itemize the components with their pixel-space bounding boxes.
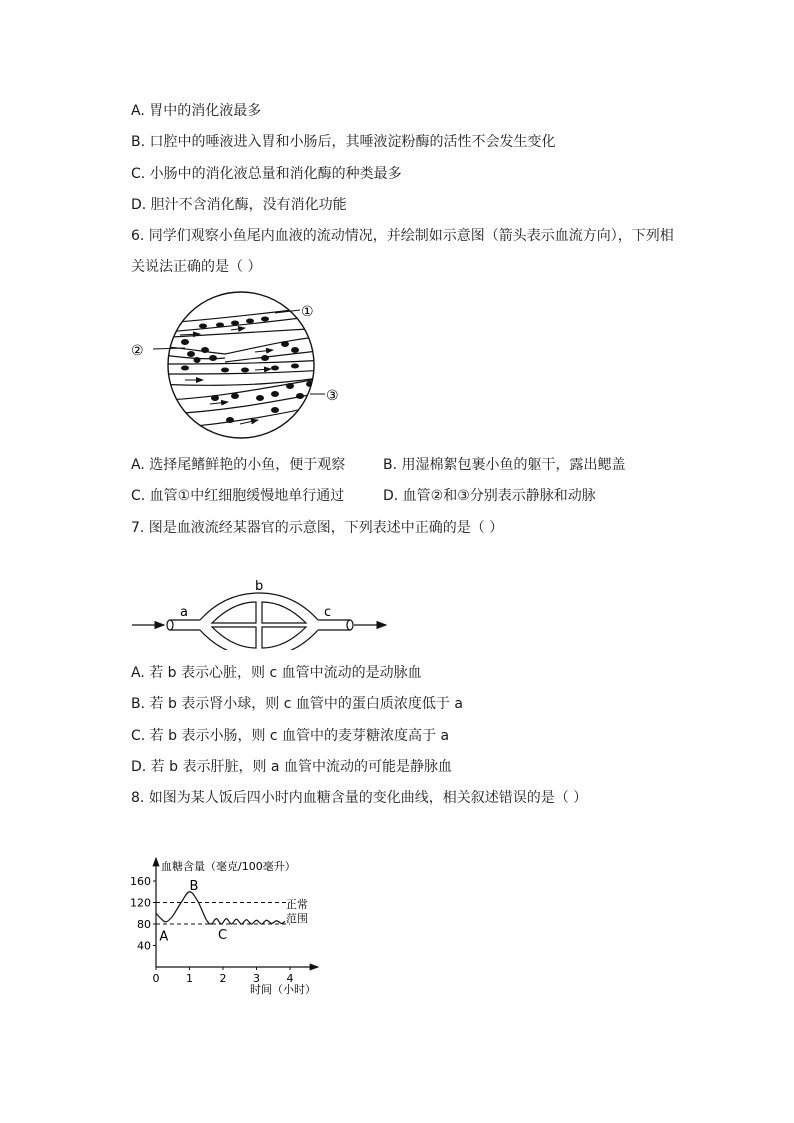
y-tick-label: 40 xyxy=(137,939,151,953)
figure-label-b: b xyxy=(255,579,264,594)
x-tick-label: 1 xyxy=(186,972,193,985)
q7-option-d: D. 若 b 表示肝脏，则 a 血管中流动的可能是静脉血 xyxy=(131,759,452,775)
figure-label-c: c xyxy=(324,605,332,620)
figure-label-2: ② xyxy=(131,343,144,359)
x-tick-label: 0 xyxy=(152,972,160,985)
x-tick-label: 4 xyxy=(286,972,294,985)
blood-sugar-curve xyxy=(156,892,285,924)
figure-label-3: ③ xyxy=(326,388,339,404)
q6-stem-line2: 关说法正确的是（ ） xyxy=(131,259,262,275)
x-tick-label: 3 xyxy=(253,972,260,985)
y-tick-label: 160 xyxy=(130,875,151,888)
figure-label-a: a xyxy=(180,605,188,620)
blood-sugar-chart xyxy=(125,855,335,1005)
q8-stem: 8. 如图为某人饭后四小时内血糖含量的变化曲线，相关叙述错误的是（ ） xyxy=(131,790,588,806)
q6-stem-line1: 6. 同学们观察小鱼尾内血液的流动情况，并绘制如示意图（箭头表示血流方向），下列相 xyxy=(131,228,674,244)
x-axis-label: 时间（小时） xyxy=(250,983,316,996)
q6-option-d: D. 血管②和③分别表示静脉和动脉 xyxy=(383,488,596,504)
q7-stem: 7. 图是血液流经某器官的示意图，下列表述中正确的是（ ） xyxy=(131,520,504,536)
fish-tail-blood-vessel-figure xyxy=(125,288,355,443)
q5-option-a: A. 胃中的消化液最多 xyxy=(131,103,262,119)
normal-range-label-2: 范围 xyxy=(286,912,308,925)
point-label-c: C xyxy=(217,928,228,944)
q5-option-d: D. 胆汁不含消化酶，没有消化功能 xyxy=(131,197,347,213)
point-label-a: A xyxy=(159,929,169,945)
q7-option-b: B. 若 b 表示肾小球，则 c 血管中的蛋白质浓度低于 a xyxy=(131,696,463,712)
y-axis-label: 血糖含量（毫克/100毫升） xyxy=(161,860,296,873)
q6-option-b: B. 用湿棉絮包裹小鱼的躯干，露出鳃盖 xyxy=(383,457,626,473)
y-tick-label: 120 xyxy=(130,896,151,910)
normal-range-label-1: 正常 xyxy=(286,898,308,911)
q6-option-c: C. 血管①中红细胞缓慢地单行通过 xyxy=(131,488,345,504)
figure-label-1: ① xyxy=(301,304,314,320)
q5-option-c: C. 小肠中的消化液总量和消化酶的种类最多 xyxy=(131,166,402,182)
y-tick-label: 80 xyxy=(137,918,151,931)
point-label-b: B xyxy=(189,878,199,894)
organ-blood-flow-figure xyxy=(128,575,393,650)
q6-option-a: A. 选择尾鳍鲜艳的小鱼，便于观察 xyxy=(131,457,346,473)
q7-option-a: A. 若 b 表示心脏，则 c 血管中流动的是动脉血 xyxy=(131,665,422,681)
q7-option-c: C. 若 b 表示小肠，则 c 血管中的麦芽糖浓度高于 a xyxy=(131,728,450,744)
q5-option-b: B. 口腔中的唾液进入胃和小肠后，其唾液淀粉酶的活性不会发生变化 xyxy=(131,134,556,150)
x-tick-label: 2 xyxy=(219,972,227,985)
